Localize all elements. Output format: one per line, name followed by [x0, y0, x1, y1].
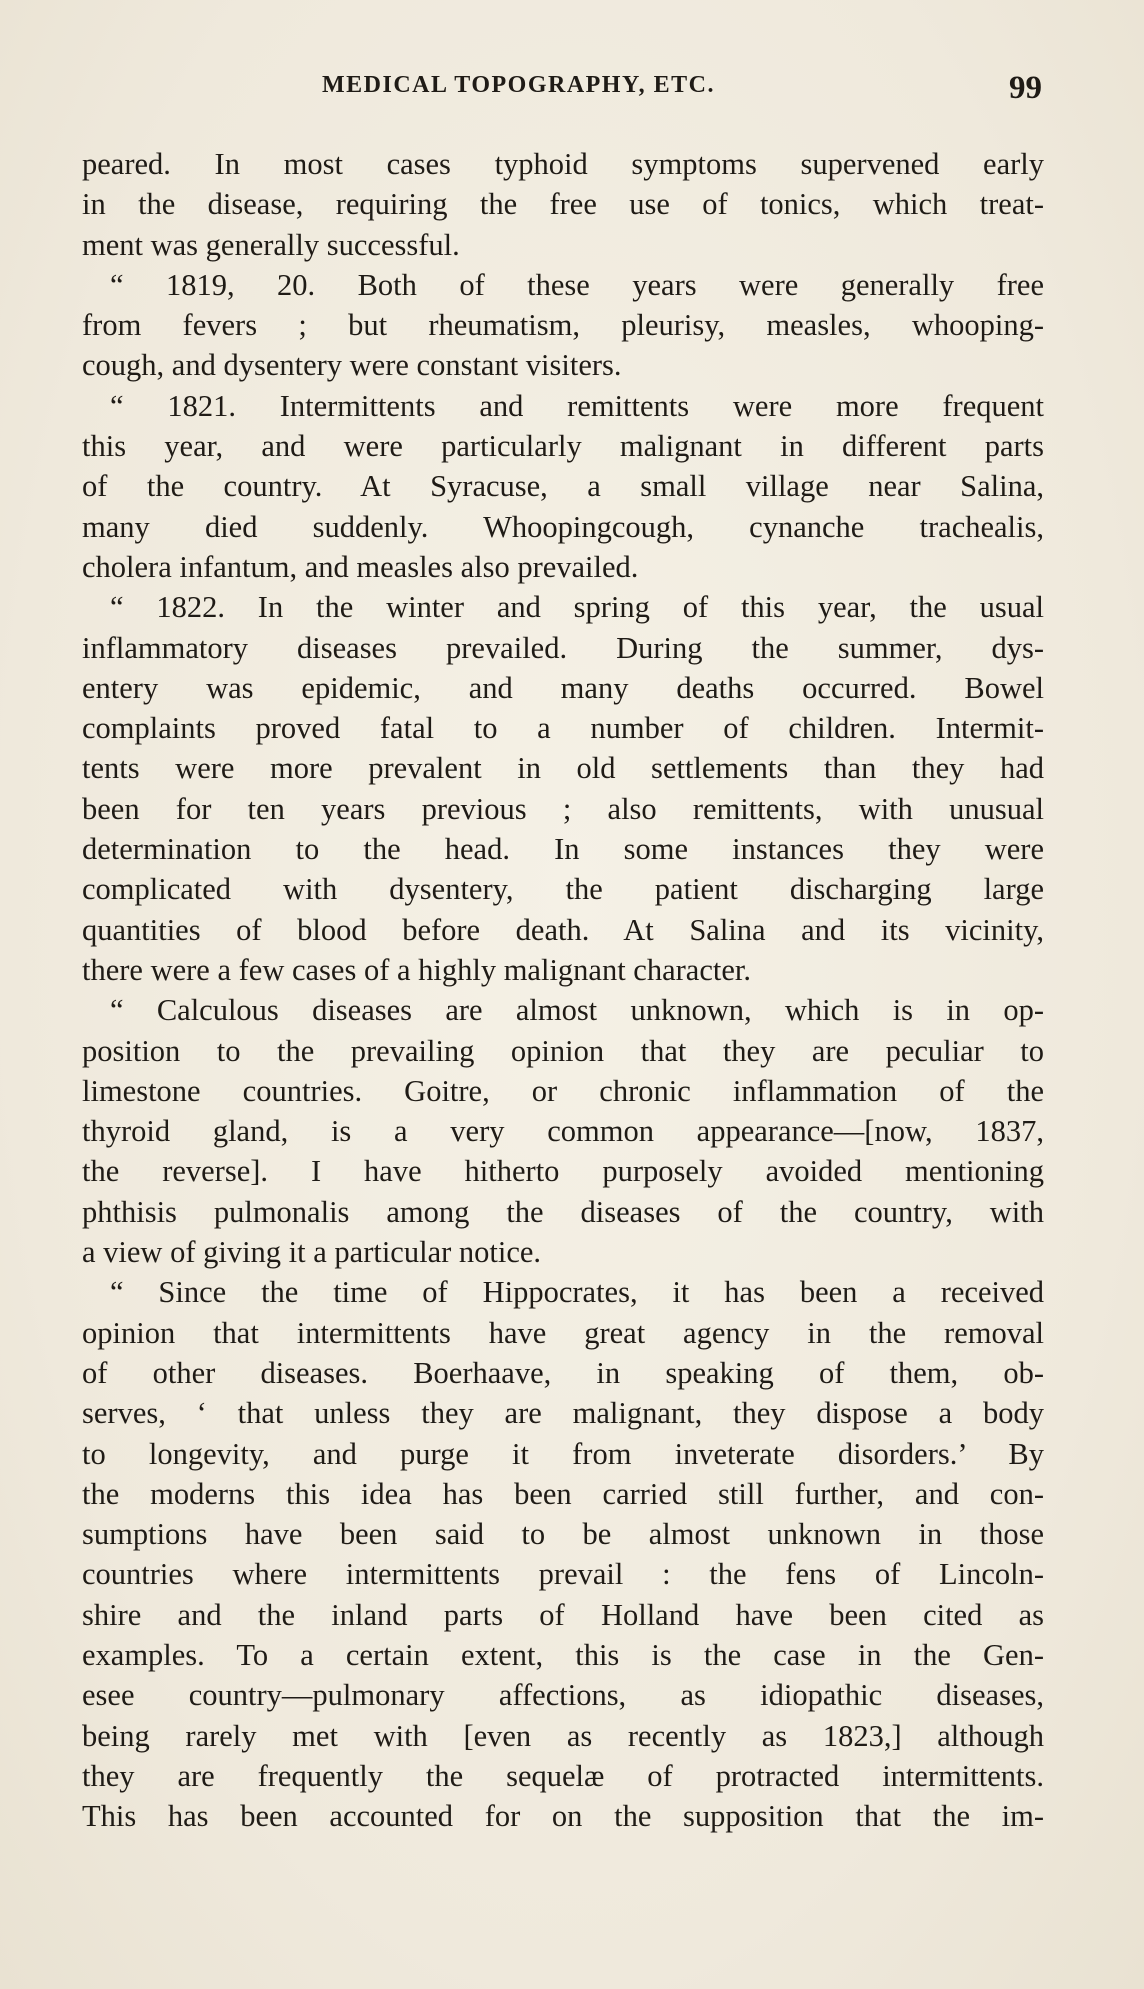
- running-head: MEDICAL TOPOGRAPHY, ETC.: [322, 72, 715, 98]
- text-line: quantities of blood before death. At Salina and its vicinity,: [82, 912, 1044, 947]
- text-line: of the country. At Syracuse, a small village near Salina,: [82, 469, 1044, 504]
- text-line: peared. In most cases typhoid symptoms supervened early: [82, 147, 1044, 181]
- text-line: being rarely met with [even as recently as 1823,] although: [82, 1718, 1044, 1753]
- text-line: This has been accounted for on the supposition that the im-: [82, 1799, 1044, 1834]
- text-line: “ 1821. Intermittents and remittents were more frequent: [110, 388, 1044, 423]
- text-line: limestone countries. Goitre, or chronic inflammation of the: [82, 1073, 1044, 1108]
- text-line: position to the prevailing opinion that they are peculiar to: [82, 1033, 1044, 1068]
- text-line: “ 1819, 20. Both of these years were generally free: [110, 267, 1044, 302]
- text-line: they are frequently the sequelæ of protracted intermittents.: [82, 1758, 1044, 1793]
- text-line: many died suddenly. Whoopingcough, cynanche trachealis,: [82, 509, 1044, 544]
- text-line: complaints proved fatal to a number of children. Intermit-: [82, 711, 1044, 746]
- text-line: “ Since the time of Hippocrates, it has been a received: [110, 1275, 1044, 1310]
- text-line: inflammatory diseases prevailed. During the summer, dys-: [82, 630, 1044, 665]
- text-line: there were a few cases of a highly malignant character.: [82, 952, 751, 987]
- text-line: tents were more prevalent in old settlements than they had: [82, 751, 1044, 786]
- body-text: [82, 144, 1044, 1836]
- text-line: “ 1822. In the winter and spring of this year, the usual: [110, 590, 1044, 625]
- text-line: complicated with dysentery, the patient discharging large: [82, 872, 1044, 907]
- text-line: of other diseases. Boerhaave, in speaking of them, ob-: [82, 1355, 1044, 1390]
- text-line: to longevity, and purge it from inveterate disorders.’ By: [82, 1436, 1044, 1471]
- text-line: opinion that intermittents have great agency in the removal: [82, 1315, 1044, 1350]
- text-line: ment was generally successful.: [82, 227, 460, 262]
- text-line: determination to the head. In some instances they were: [82, 832, 1044, 867]
- text-line: in the disease, requiring the free use of tonics, which treat-: [82, 187, 1044, 222]
- text-line: “ Calculous diseases are almost unknown, which is in op-: [110, 993, 1044, 1028]
- text-line: from fevers ; but rheumatism, pleurisy, measles, whooping-: [82, 308, 1044, 343]
- text-line: cough, and dysentery were constant visiters.: [82, 348, 622, 383]
- page-header: [322, 70, 1042, 110]
- text-line: been for ten years previous ; also remittents, with unusual: [82, 791, 1044, 826]
- page-number: 99: [1009, 70, 1042, 106]
- text-line: cholera infantum, and measles also prevailed.: [82, 549, 639, 584]
- text-line: sumptions have been said to be almost unknown in those: [82, 1517, 1044, 1552]
- text-line: this year, and were particularly malignant in different parts: [82, 429, 1044, 464]
- text-line: thyroid gland, is a very common appearance—[now, 1837,: [82, 1114, 1044, 1149]
- text-line: the moderns this idea has been carried still further, and con-: [82, 1476, 1044, 1511]
- text-line: countries where intermittents prevail : the fens of Lincoln-: [82, 1557, 1044, 1592]
- text-line: serves, ‘ that unless they are malignant, they dispose a body: [82, 1396, 1044, 1431]
- text-line: esee country—pulmonary affections, as idiopathic diseases,: [82, 1678, 1044, 1713]
- text-line: phthisis pulmonalis among the diseases of the country, with: [82, 1194, 1044, 1229]
- text-line: the reverse]. I have hitherto purposely avoided mentioning: [82, 1154, 1044, 1189]
- text-line: examples. To a certain extent, this is the case in the Gen-: [82, 1637, 1044, 1672]
- text-line: a view of giving it a particular notice.: [82, 1235, 542, 1270]
- text-line: shire and the inland parts of Holland have been cited as: [82, 1597, 1044, 1632]
- text-line: entery was epidemic, and many deaths occurred. Bowel: [82, 670, 1044, 705]
